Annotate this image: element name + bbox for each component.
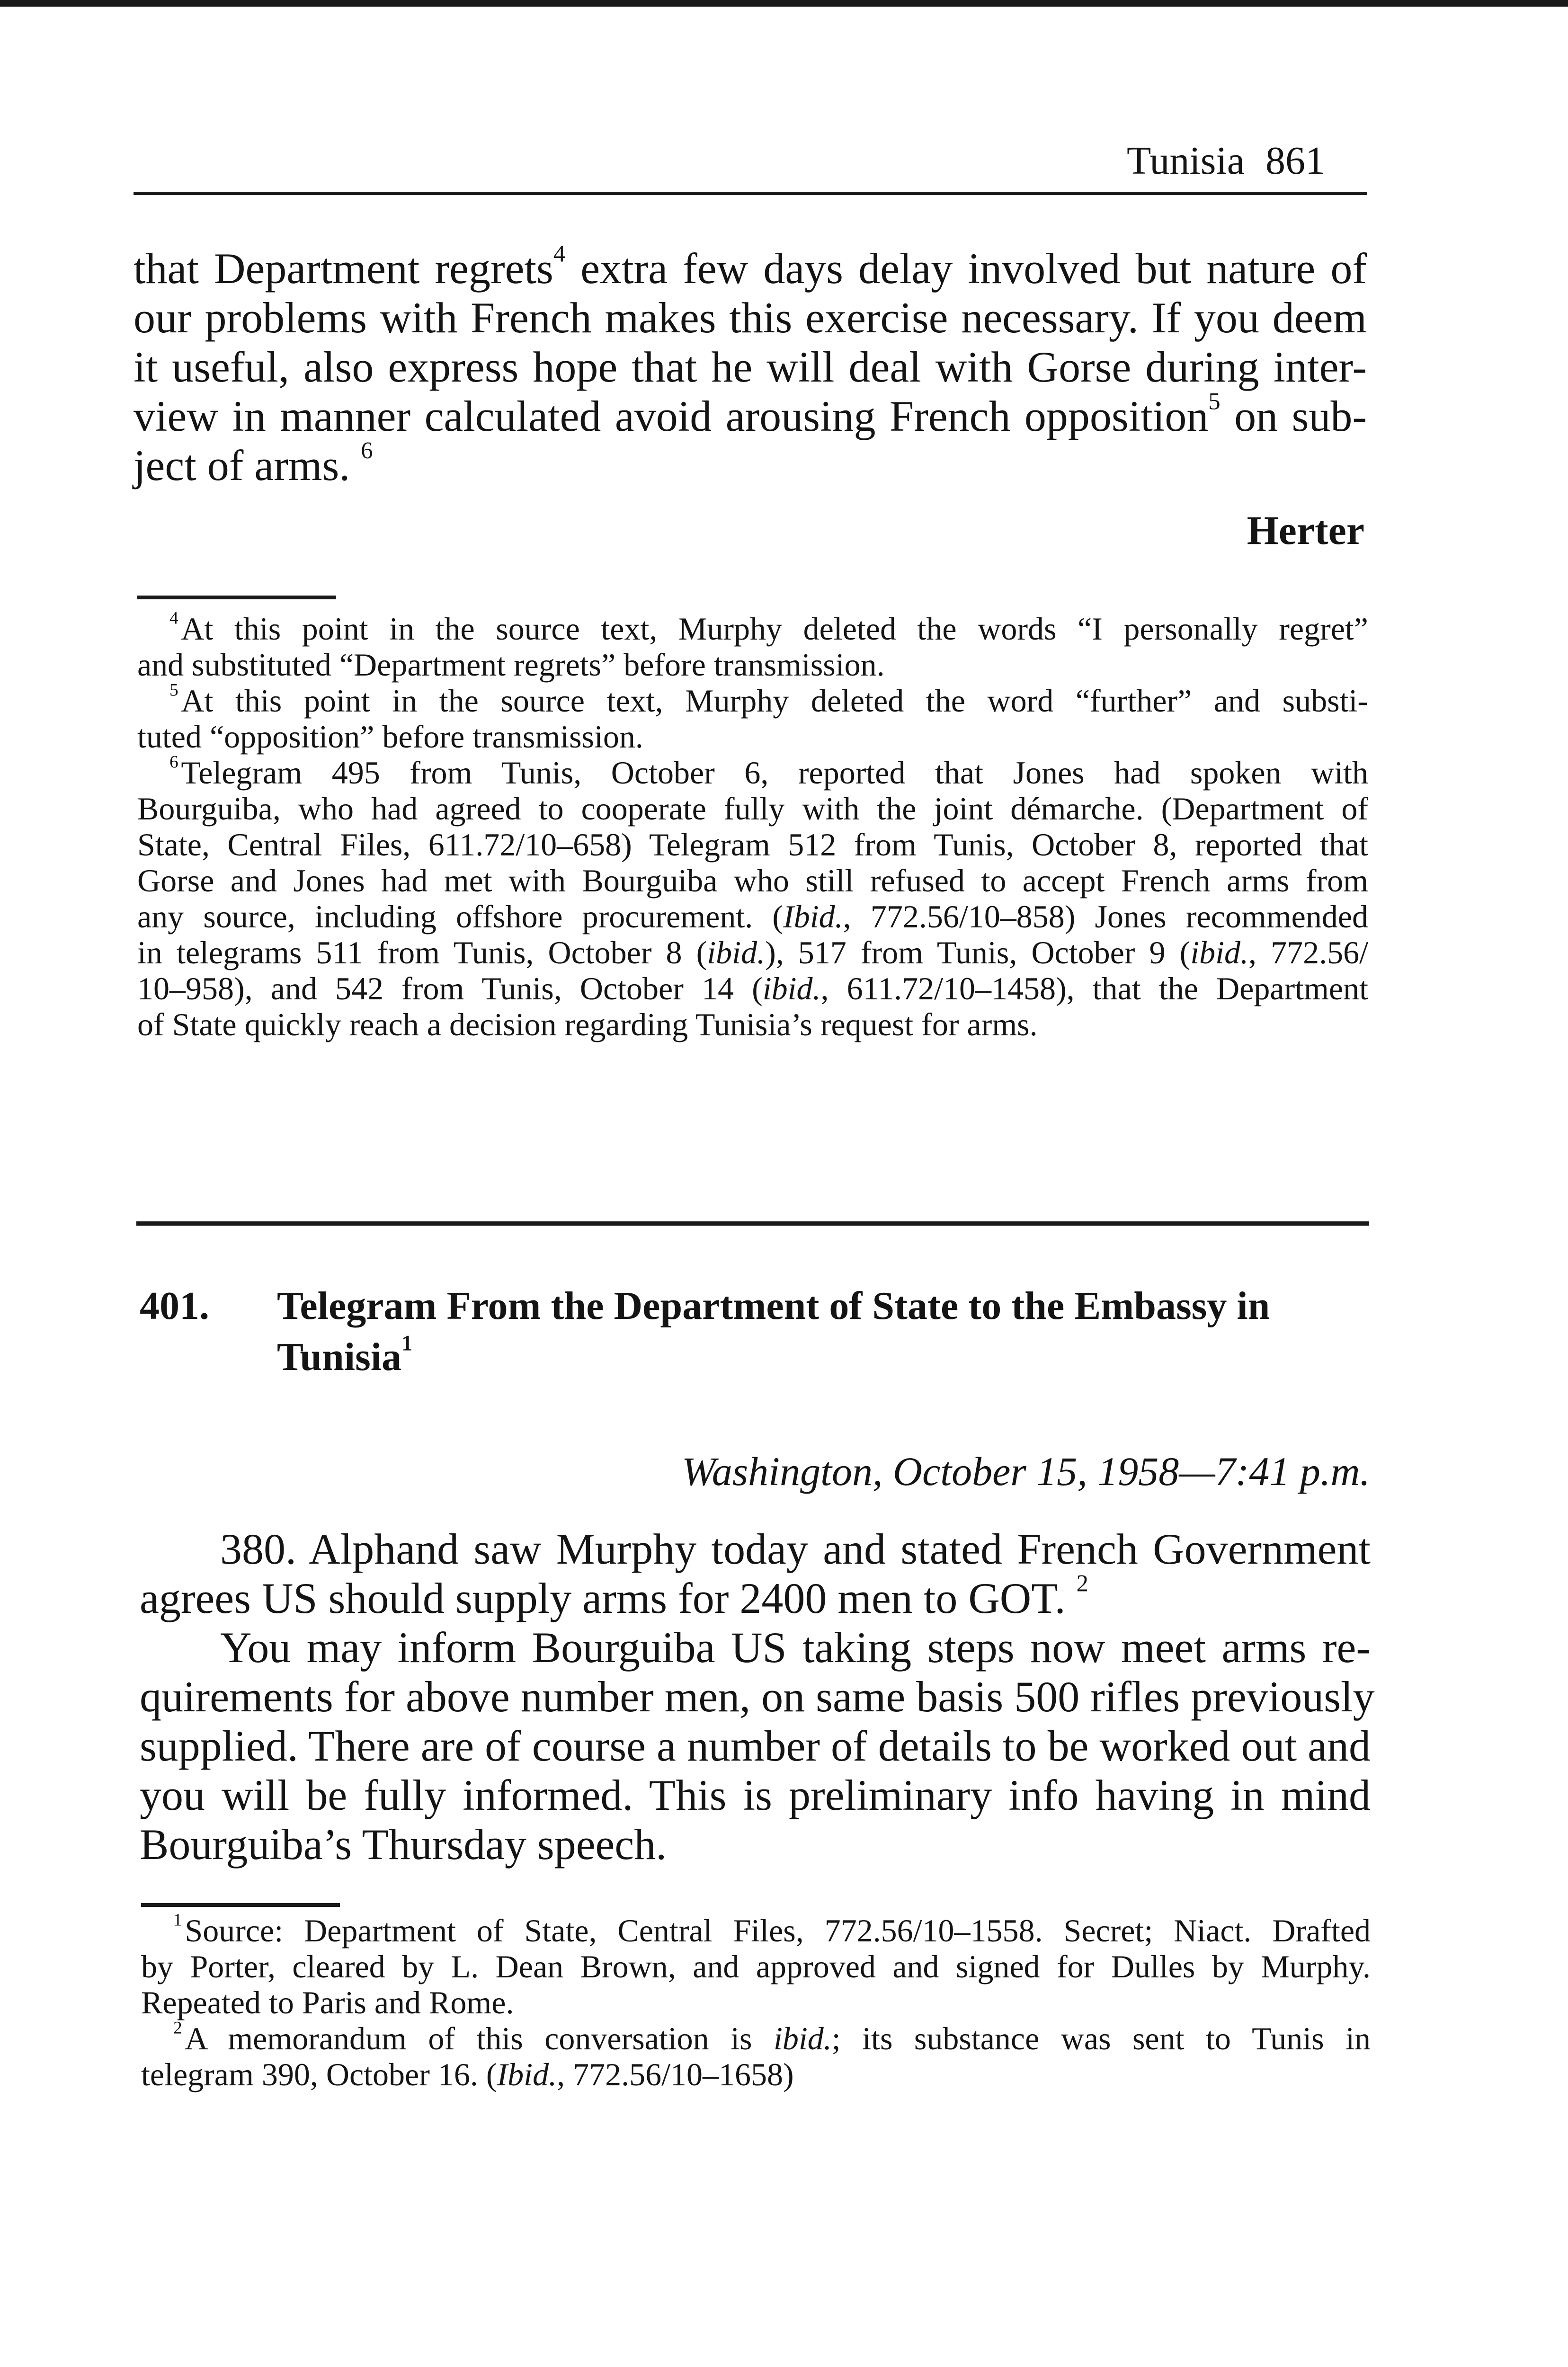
document-number: 401. <box>140 1284 209 1328</box>
body-line: you will be fully informed. This is preliminary info having in mind <box>140 1771 1371 1819</box>
footnote-6-cont: any source, including offshore procurement. (Ibid., 772.56/10–858) Jones recommended <box>137 899 1368 934</box>
footnote-ref-2: 2 <box>1076 1570 1088 1597</box>
footnote-6-cont: Gorse and Jones had met with Bourguiba who still refused to accept French arms from <box>137 863 1368 899</box>
footnote-6: $^6$ Telegram 495 from Tunis, October 6, reported that Jones had spoken with <box>169 752 1368 791</box>
page-number: 861 <box>1265 139 1326 183</box>
footnote-6-cont: State, Central Files, 611.72/10–658) Telegram 512 from Tunis, October 8, reported that <box>137 827 1368 863</box>
previous-footnotes <box>137 608 1369 1042</box>
previous-document-body <box>134 240 1367 490</box>
body-line: You may inform Bourguiba US taking steps now meet arms re- <box>220 1623 1371 1672</box>
footnote-5-cont: tuted “opposition” before transmission. <box>137 719 643 755</box>
header-rule <box>134 192 1367 195</box>
scan-top-edge <box>0 0 1568 7</box>
footnote-4-cont: and substituted “Department regrets” before transmission. <box>137 647 885 683</box>
footnote-1-cont: by Porter, cleared by L. Dean Brown, and approved and signed for Dulles by Murphy. <box>141 1949 1371 1984</box>
footnote-ref-5: 5 <box>1208 388 1221 415</box>
footnote-ref-4: 4 <box>553 240 566 267</box>
body-line: our problems with French makes this exercise necessary. If you deem <box>134 294 1367 342</box>
footnote-rule <box>141 1903 340 1907</box>
footnote-ref-1: 1 <box>401 1331 413 1355</box>
body-line: 380. Alphand saw Murphy today and stated French Government <box>220 1525 1371 1573</box>
body-line: it useful, also express hope that he will deal with Gorse during inter- <box>134 343 1367 391</box>
running-head-title: Tunisia <box>1127 139 1245 183</box>
dateline: Washington, October 15, 1958—7:41 p.m. <box>681 1449 1370 1494</box>
body-line: agrees US should supply arms for 2400 men to GOT. $^2$ <box>140 1570 1088 1622</box>
footnote-4: $^4$ At this point in the source text, Murphy deleted the words “I personally regret” <box>169 608 1368 647</box>
footnote-6-cont: 10–958), and 542 from Tunis, October 14 (ibid., 611.72/10–1458), that the Department <box>137 970 1369 1006</box>
body-line: ject of arms. $^6$ <box>134 437 373 489</box>
footnote-rule <box>137 596 336 599</box>
running-head <box>1127 137 1366 185</box>
body-line: that Department regrets$^4$ extra few days delay involved but nature of <box>134 240 1367 293</box>
document-footnotes <box>141 1910 1371 2092</box>
footnote-2: $^2$ A memorandum of this conversation is ibid.; its substance was sent to Tunis in <box>173 2018 1371 2056</box>
footnote-1-cont: Repeated to Paris and Rome. <box>141 1984 514 2020</box>
document-body <box>140 1524 1375 1869</box>
footnote-6-cont: of State quickly reach a decision regarding Tunisia’s request for arms. <box>137 1006 1038 1042</box>
footnote-6-cont: Bourguiba, who had agreed to cooperate fully with the joint démarche. (Department of <box>137 791 1368 827</box>
footnote-5: $^5$ At this point in the source text, Murphy deleted the word “further” and substi- <box>169 680 1368 719</box>
section-divider <box>136 1221 1369 1226</box>
footnote-2-cont: telegram 390, October 16. (Ibid., 772.56/10–1658) <box>141 2056 794 2092</box>
document-title: Telegram From the Department of State to the Embassy in Tunisia$^1$ <box>277 1284 1270 1379</box>
footnote-ref-6: 6 <box>361 437 373 464</box>
body-line: view in manner calculated avoid arousing French opposition$^5$ on sub- <box>134 388 1367 440</box>
footnote-6-cont: in telegrams 511 from Tunis, October 8 (ibid.), 517 from Tunis, October 9 (ibid., 772.56/ <box>137 934 1368 970</box>
footnote-1: $^1$ Source: Department of State, Central Files, 772.56/10–1558. Secret; Niact. Drafted <box>173 1910 1371 1949</box>
body-line: Bourguiba’s Thursday speech. <box>140 1820 667 1869</box>
body-line: supplied. There are of course a number of details to be worked out and <box>140 1722 1371 1770</box>
body-line: quirements for above number men, on same basis 500 rifles previously <box>140 1673 1375 1721</box>
signature-herter: Herter <box>1247 507 1364 553</box>
